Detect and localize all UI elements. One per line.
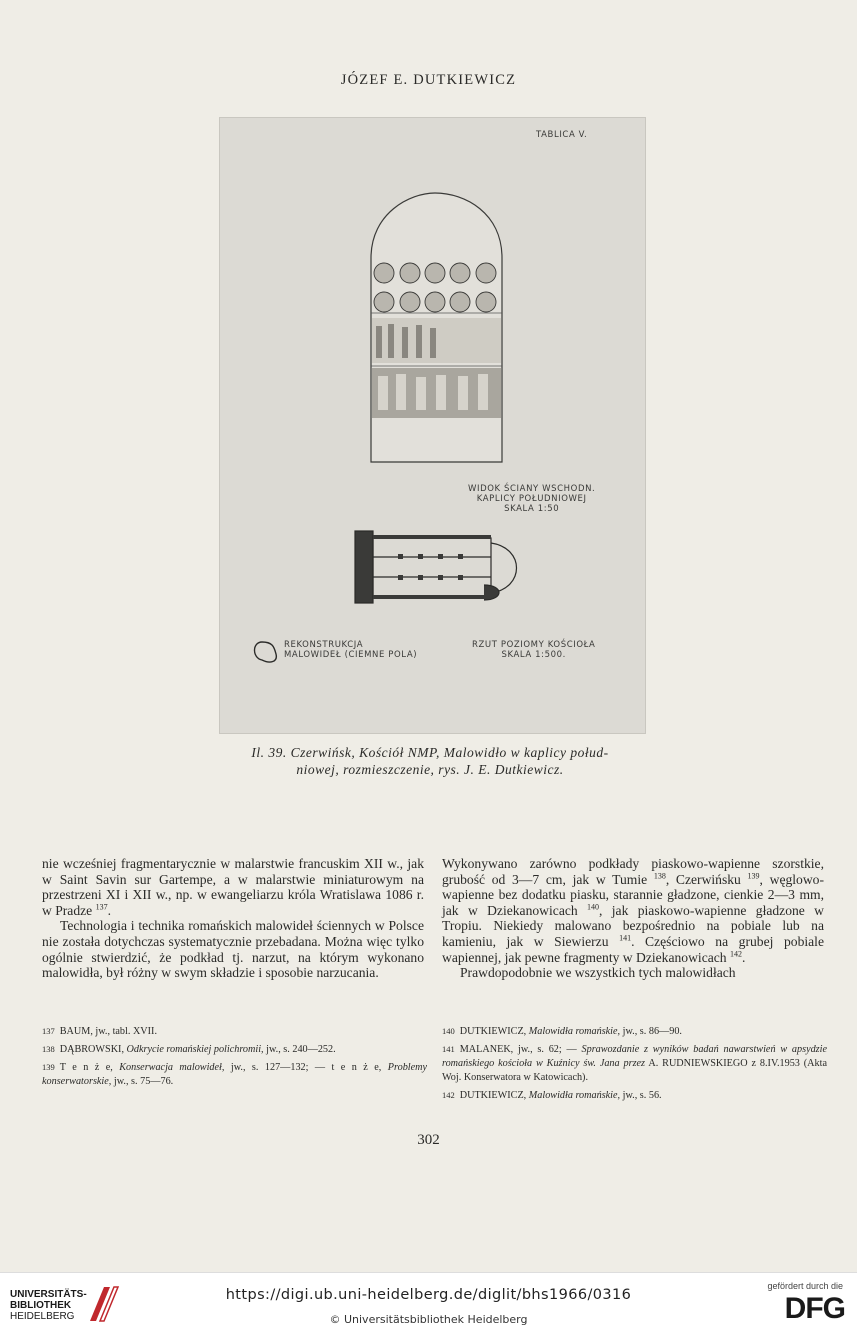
right-column — [442, 856, 824, 981]
plan-label: RZUT POZIOMY KOŚCIOŁA SKALA 1:500. — [472, 640, 596, 660]
page-number: 302 — [417, 1132, 440, 1148]
illustration-plate — [219, 117, 646, 734]
footnote-142: 142 DUTKIEWICZ, Malowidła romańskie, jw., s. 56. — [442, 1090, 662, 1101]
left-paragraph-1: nie wcześniej fragmentarycznie w malarstwie francuskim XII w., jak w Saint Savin sur Gartempe, a w malarstwie miniaturowym na przestrzeni XI i XII w., np. w ewangeliarzu króla Wratislawa 1086 r. w Pradze $^{137}$. — [42, 856, 424, 918]
footnote-ref[interactable]: 138 — [653, 871, 666, 881]
reconstruction-label: REKONSTRUKCJA MALOWIDEŁ (CIEMNE POLA) — [284, 640, 418, 660]
caption-line-1: Il. 39. Czerwińsk, Kościół NMP, Malowidło w kaplicy połud- — [251, 745, 609, 760]
footnote-137: 137 BAUM, jw., tabl. XVII. — [42, 1026, 157, 1037]
footnote-138: 138 DĄBROWSKI, Odkrycie romańskiej polichromii, jw., s. 240—252. — [42, 1044, 336, 1055]
footnotes-right — [442, 1024, 827, 1106]
funding-label: gefördert durch die — [767, 1281, 843, 1291]
right-paragraph-2: Prawdopodobnie we wszystkich tych malowidłach — [460, 965, 736, 981]
footnote-ref[interactable]: 141 — [619, 933, 632, 943]
elevation-label: WIDOK ŚCIANY WSCHODN. KAPLICY POŁUDNIOWEJ SKALA 1:50 — [468, 484, 596, 514]
library-name[interactable]: UNIVERSITÄTS- BIBLIOTHEK HEIDELBERG — [10, 1289, 87, 1322]
right-paragraph-1: Wykonywano zarówno podkłady piaskowo-wapienne szorstkie, grubość od 3—7 cm, jak w Tumie $^{138}$, Czerwińsku $^{139}$, węglowo-wapienne bez dodatku piasku, starannie gładzone, cienkie 2—3 mm, jak w Dziekanowicach $^{140}$, jak piaskowo-wapienne gładzone w Tropiu. Niekiedy malowano bezpośrednio na pobiale lub na kamieniu, jak w Siewierzu $^{141}$. Częściowo na grubej pobiale wapiennej, jak pewne fragmenty w Dziekanowicach $^{142}$. — [442, 856, 824, 965]
dfg-logo[interactable]: DFG — [784, 1292, 845, 1325]
footnotes-left — [42, 1024, 427, 1092]
copyright-notice: © Universitätsbibliothek Heidelberg — [329, 1313, 528, 1326]
footnote-140: 140 DUTKIEWICZ, Malowidła romańskie, jw., s. 86—90. — [442, 1026, 682, 1037]
footnote-141: 141 MALANEK, jw., s. 62; — Sprawozdanie z wyników badań nawarstwień w apsydzie romańskiego kościoła w Kuźnicy św. Jana przez A. RUDNIEWSKIEGO z 8.IV.1953 (Akta Woj. Konserwatora w Katowicach). — [442, 1044, 828, 1083]
left-paragraph-2: Technologia i technika romańskich malowideł ściennych w Polsce nie została dotychczas systematycznie przebadana. Można więc tylko ogólnie stwierdzić, że podkład tj. narzut, na którym wykonano malowidła, był różny w swym składzie i sposobie narzucania. — [42, 918, 424, 981]
left-column — [42, 856, 424, 981]
footnote-ref[interactable]: 139 — [747, 871, 760, 881]
tablica-label: TABLICA V. — [536, 130, 588, 140]
figure-caption — [200, 744, 660, 778]
footnote-ref[interactable]: 137 — [95, 902, 108, 912]
viewer-footer — [0, 1272, 857, 1335]
permalink-url[interactable]: https://digi.ub.uni-heidelberg.de/diglit/bhs1966/0316 — [225, 1287, 632, 1303]
footnote-ref[interactable]: 140 — [587, 902, 600, 912]
caption-line-2: niowej, rozmieszczenie, rys. J. E. Dutkiewicz. — [296, 762, 564, 777]
running-header: JÓZEF E. DUTKIEWICZ — [340, 72, 517, 88]
footnote-139: 139 T e n ż e, Konserwacja malowideł, jw., s. 127—132; — t e n ż e, Problemy konserwatorskie, jw., s. 75—76. — [42, 1062, 428, 1087]
footnote-ref[interactable]: 142 — [730, 949, 742, 959]
